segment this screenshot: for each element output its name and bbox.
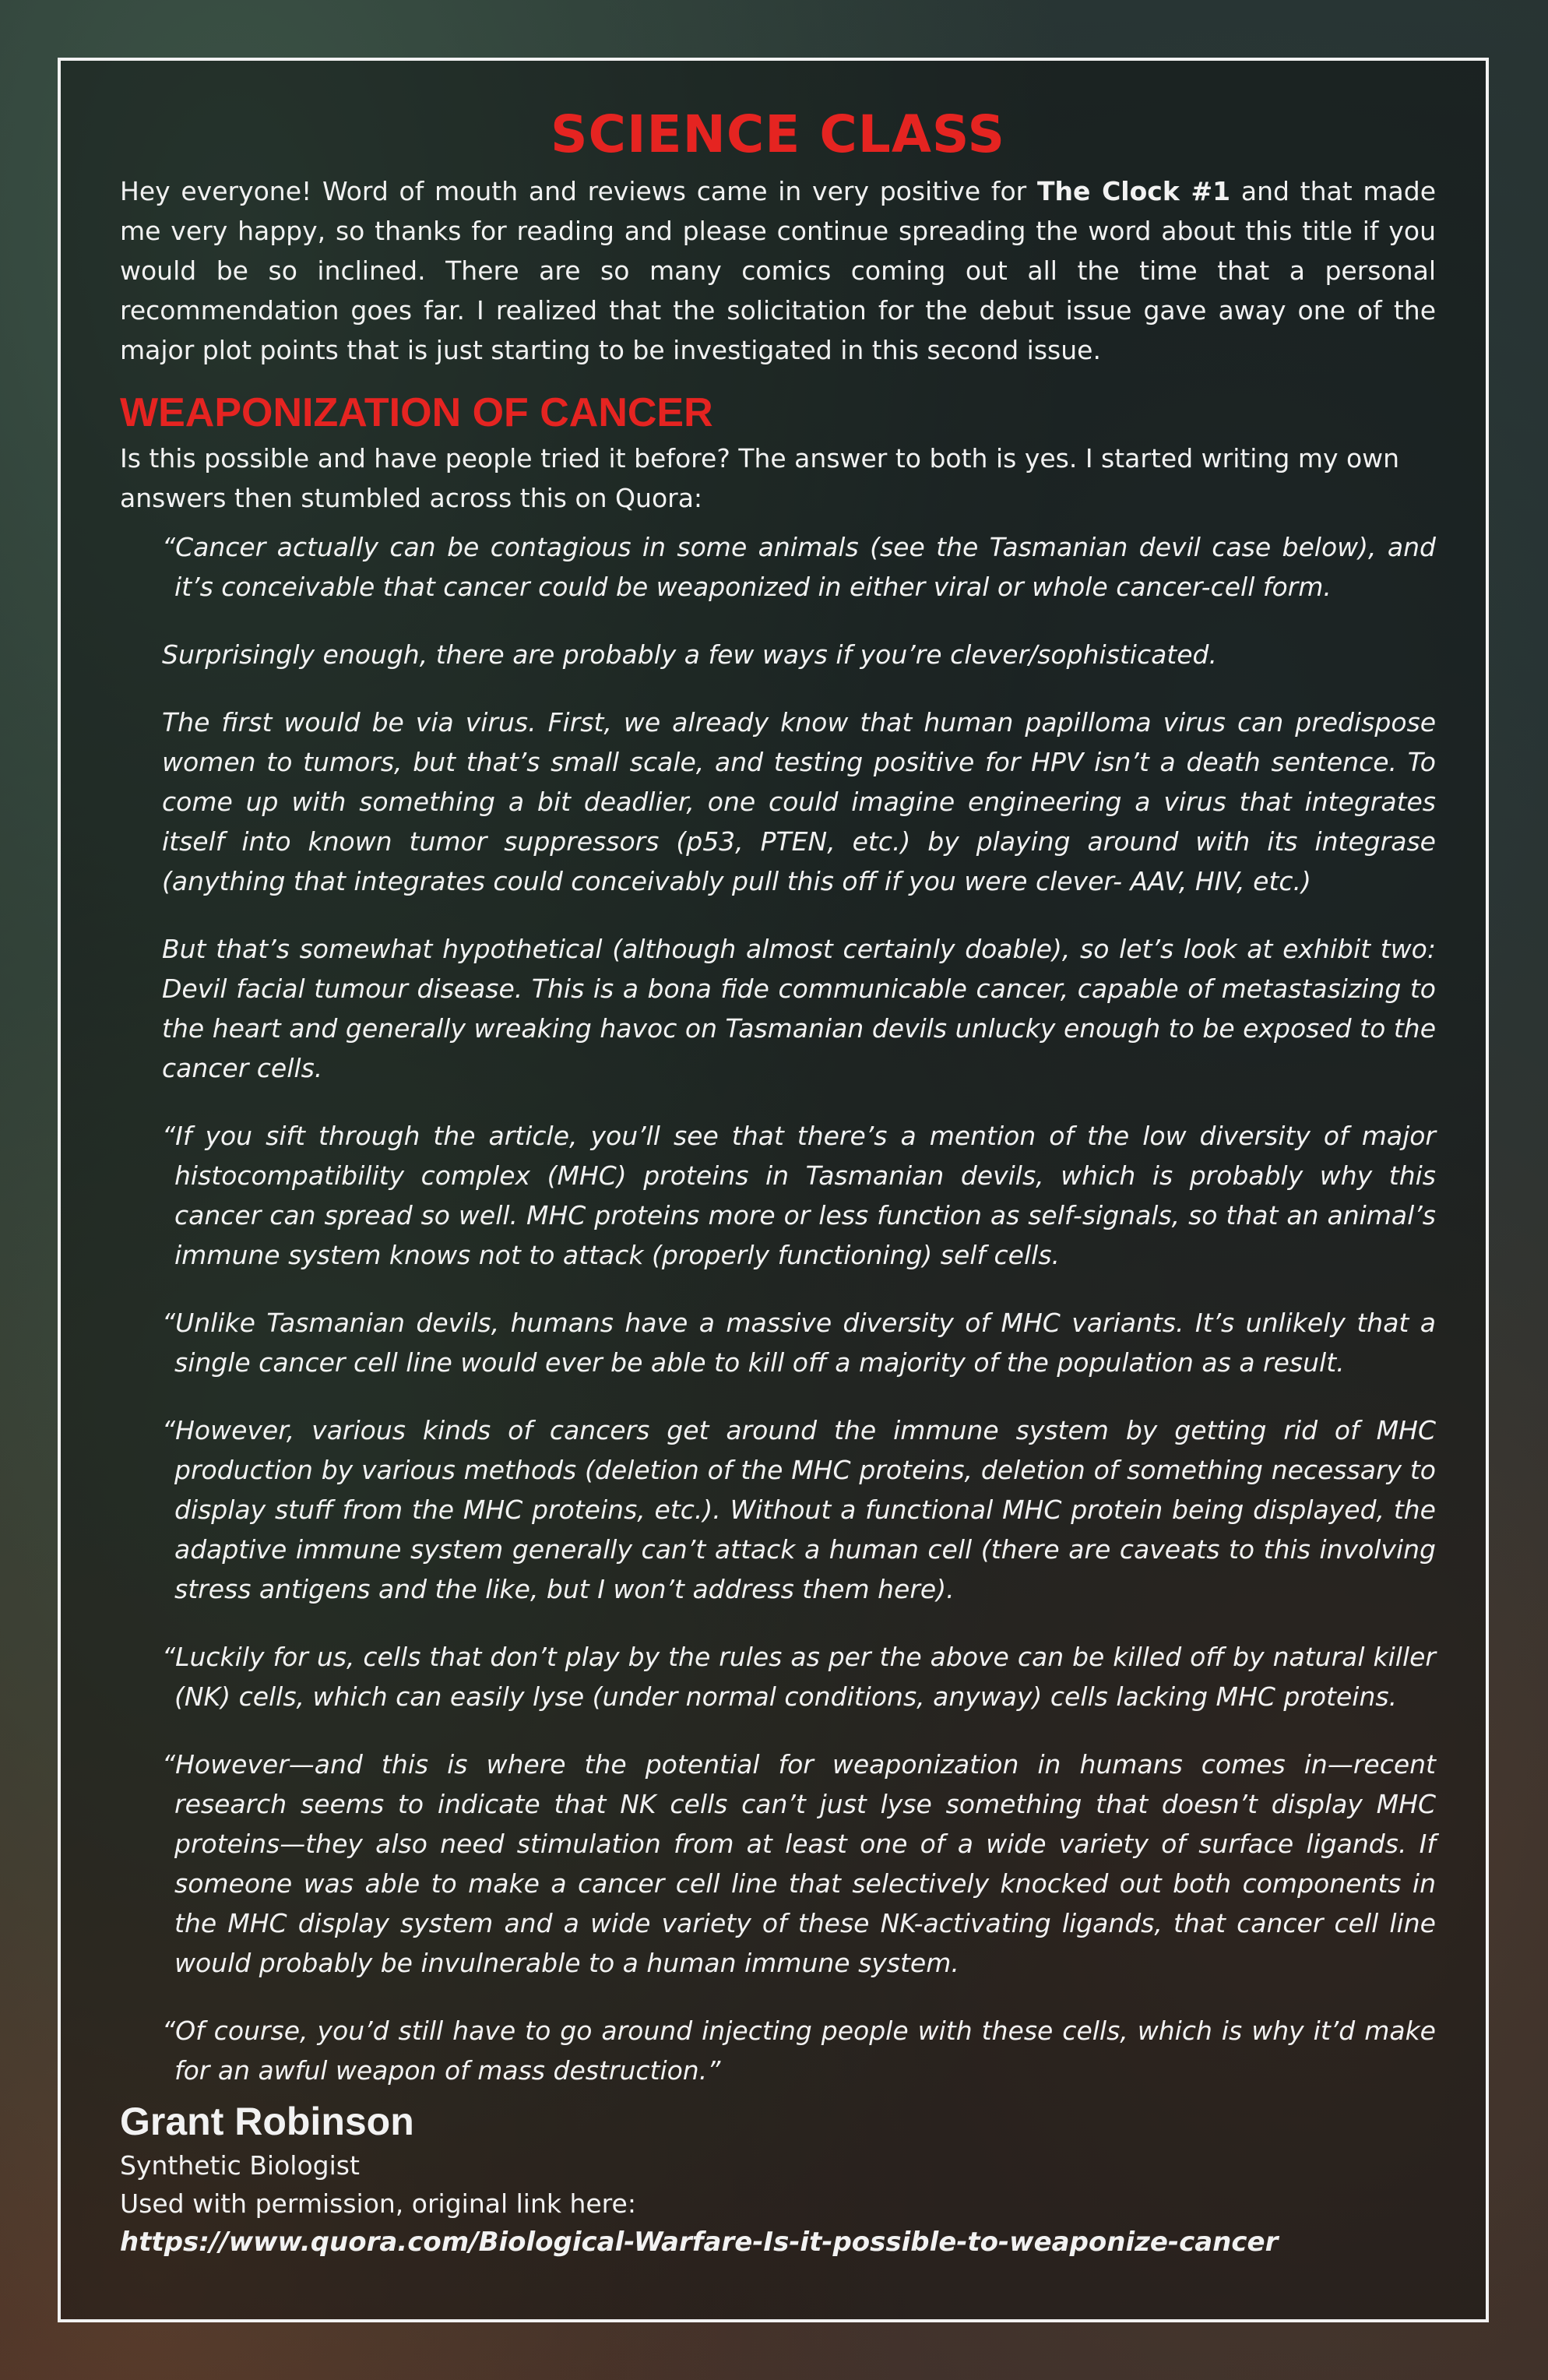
intro-text-before: Hey everyone! Word of mouth and reviews came in very positive for [120,176,1037,206]
quote-paragraph: “Unlike Tasmanian devils, humans have a massive diversity of MHC variants. It’s unlikely that a single cancer cell line would ever be able to kill off a majority of the population as a result. [162,1308,1436,1378]
quote-paragraph: Surprisingly enough, there are probably a few ways if you’re clever/sophisticated. [162,639,1217,670]
quote-paragraph: But that’s somewhat hypothetical (although almost certainly doable), so let’s look at exhibit two: Devil facial tumour disease. This is a bona fide communicable cancer, capable of metastasizing to the heart and generally wreaking havoc on Tasmanian devils unlucky enough to be exposed to the cancer cells. [162,934,1436,1083]
section-heading: WEAPONIZATION OF CANCER [120,390,713,435]
page-title: SCIENCE CLASS [550,104,1006,164]
intro-comic-title: The Clock #1 [1036,176,1231,206]
quote-paragraph: “However, various kinds of cancers get around the immune system by getting rid of MHC production by various methods (deletion of the MHC proteins, deletion of something necessary to display stuff from the MHC proteins, etc.). Without a functional MHC protein being displayed, the adaptive immune system generally can’t attack a human cell (there are caveats to this involving stress antigens and the like, but I won’t address them here). [162,1415,1436,1604]
permission-note: Used with permission, original link here: [120,2188,636,2219]
article-frame [58,58,1489,2322]
quote-paragraph: “Luckily for us, cells that don’t play by the rules as per the above can be killed off by natural killer (NK) cells, which can easily lyse (under normal conditions, anyway) cells lacking MHC proteins. [162,1642,1436,1712]
intro-paragraph [120,171,1436,370]
source-link[interactable]: https://www.quora.com/Biological-Warfare-Is-it-possible-to-weaponize-cancer [120,2227,1279,2258]
quote-paragraph: “Cancer actually can be contagious in some animals (see the Tasmanian devil case below), and it’s conceivable that cancer could be weaponized in either viral or whole cancer-cell form. [162,532,1436,602]
quote-paragraph: “However—and this is where the potential for weaponization in humans comes in—recent research seems to indicate that NK cells can’t just lyse something that doesn’t display MHC proteins—they also need stimulation from at least one of a wide variety of surface ligands. If someone was able to make a cancer cell line that selectively knocked out both components in the MHC display system and a wide variety of these NK-activating ligands, that cancer cell line would probably be invulnerable to a human immune system. [162,1749,1436,1978]
intro-text-after: and that made me very happy, so thanks for reading and please continue spreading the word about this title if you would be so inclined. There are so many comics coming out all the time that a personal recommendation goes far. I realized that the solicitation for the debut issue gave away one of the major plot points that is just starting to be investigated in this second issue. [120,176,1437,365]
quote-paragraph: “Of course, you’d still have to go around injecting people with these cells, which is why it’d make for an awful weapon of mass destruction.” [162,2016,1436,2086]
quote-paragraph: “If you sift through the article, you’ll see that there’s a mention of the low diversity of major histocompatibility complex (MHC) proteins in Tasmanian devils, which is probably why this cancer can spread so well. MHC proteins more or less function as self-signals, so that an animal’s immune system knows not to attack (properly functioning) self cells. [162,1121,1436,1270]
quote-paragraph: The first would be via virus. First, we already know that human papilloma virus can predispose women to tumors, but that’s small scale, and testing positive for HPV isn’t a death sentence. To come up with something a bit deadlier, one could imagine engineering a virus that integrates itself into known tumor suppressors (p53, PTEN, etc.) by playing around with its integrase (anything that integrates could conceivably pull this off if you were clever- AAV, HIV, etc.) [162,707,1436,896]
author-name: Grant Robinson [120,2100,414,2143]
signature-block [120,2097,1436,2262]
lead-paragraph: Is this possible and have people tried it before? The answer to both is yes. I started writing my own answers then stumbled across this on Quora: [120,443,1400,513]
author-role: Synthetic Biologist [120,2150,360,2181]
article-content [120,100,1436,2262]
